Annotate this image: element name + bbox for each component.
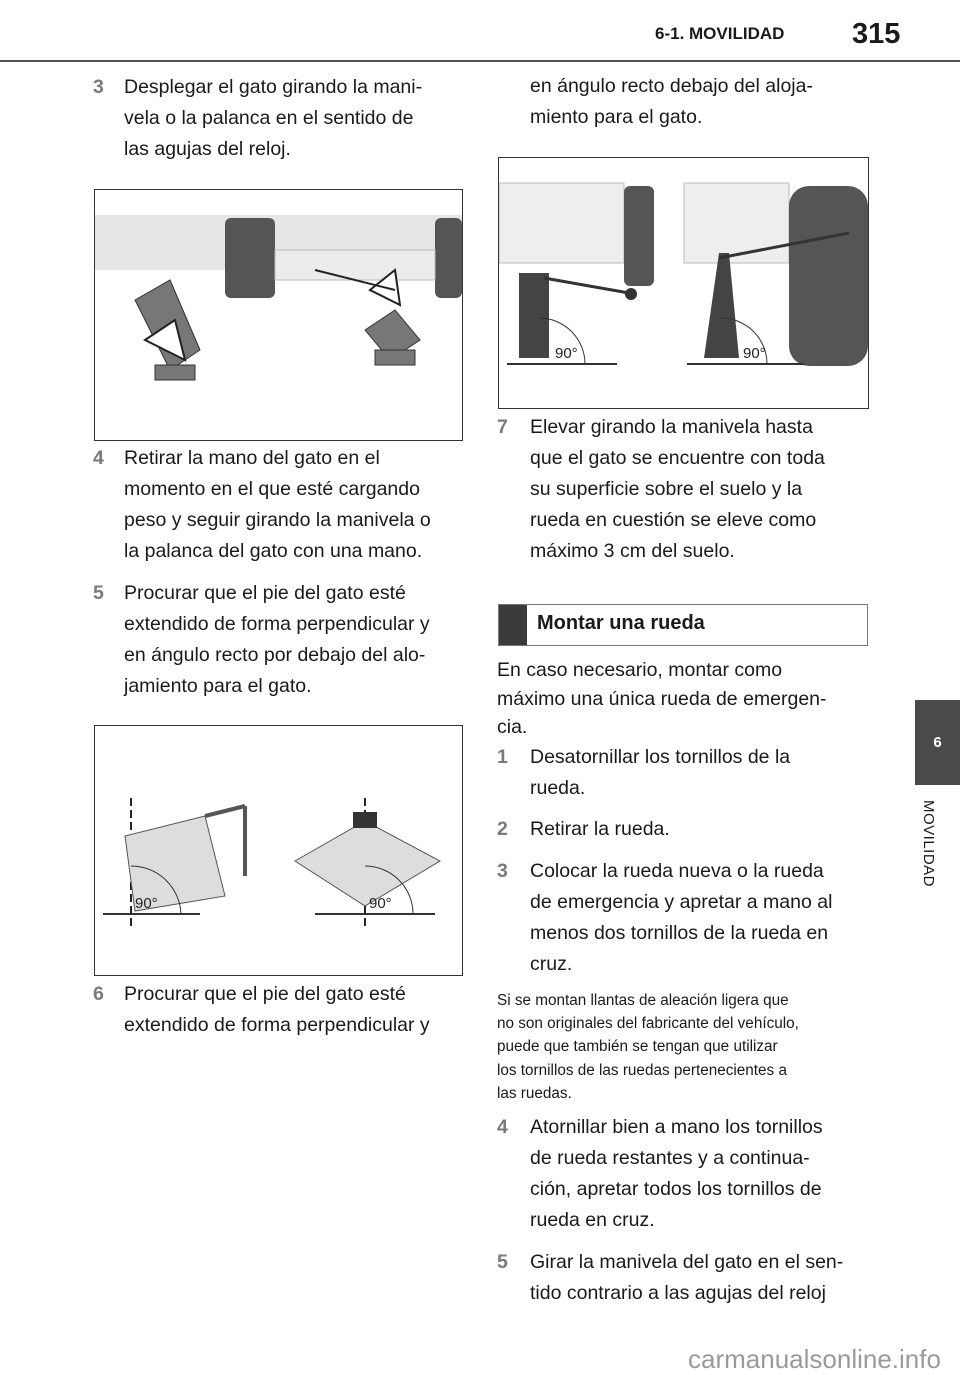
step-text: menos dos tornillos de la rueda en [530,922,829,944]
step-text: cruz. [530,953,573,975]
step-text: de emergencia y apretar a mano al [530,891,833,913]
step-number: 4 [497,1116,508,1138]
step-text: jamiento para el gato. [124,675,312,697]
step-text: la palanca del gato con una mano. [124,540,423,562]
step-text: en ángulo recto por debajo del alo- [124,644,426,666]
figure-jack-placement [498,157,869,409]
step-text: de rueda restantes y a continua- [530,1147,810,1169]
chapter-tab[interactable]: 6 [915,700,960,785]
section-heading-title: Montar una rueda [537,612,705,634]
step-text: que el gato se encuentre con toda [530,447,825,469]
wheel-step-4 [497,1112,867,1236]
section-header: 6-1. MOVILIDAD [655,24,785,43]
step-text: Procurar que el pie del gato esté [124,582,406,604]
step-text: Desplegar el gato girando la mani- [124,76,423,98]
step-number: 6 [93,983,104,1005]
step-text: Colocar la rueda nueva o la rueda [530,860,824,882]
step-text: rueda en cuestión se eleve como [530,509,817,531]
section-heading-bar [499,605,527,645]
step-text: su superficie sobre el suelo y la [530,478,803,500]
watermark: carmanualsonline.info [688,1344,941,1374]
step-text: vela o la palanca en el sentido de [124,107,414,129]
figure-jack-angle [94,725,463,976]
step-text: rueda en cruz. [530,1209,655,1231]
angle-label: 90° [135,895,158,912]
step-text: rueda. [530,777,586,799]
step-3 [93,72,463,165]
step-text: en ángulo recto debajo del aloja- [530,75,813,97]
step-number: 5 [93,582,104,604]
chapter-tab-label: MOVILIDAD [920,800,937,888]
step-number: 5 [497,1251,508,1273]
step-4 [93,443,463,567]
wheel-step-2 [497,814,867,845]
step-text: Desatornillar los tornillos de la [530,746,791,768]
step-text: Girar la manivela del gato en el sen- [530,1251,844,1273]
angle-label: 90° [369,895,392,912]
step-text: Retirar la rueda. [530,818,670,840]
page-number: 315 [852,18,901,50]
section-heading [498,604,868,646]
intro-paragraph: En caso necesario, montar como máximo una única rueda de emergen- cia. [497,659,827,738]
step-text: miento para el gato. [530,106,703,128]
step-text: extendido de forma perpendicular y [124,613,430,635]
step-text: tido contrario a las agujas del reloj [530,1282,826,1304]
header-rule [0,60,960,62]
step-number: 3 [497,860,508,882]
step-text: máximo 3 cm del suelo. [530,540,735,562]
step-7 [497,412,867,567]
step-text: Retirar la mano del gato en el [124,447,380,469]
wheel-step-1 [497,742,867,804]
wheel-step-5 [497,1247,867,1309]
step-number: 2 [497,818,508,840]
step-number: 7 [497,416,508,438]
step-text: momento en el que esté cargando [124,478,420,500]
step-text: Atornillar bien a mano los tornillos [530,1116,823,1138]
step-5 [93,578,463,702]
step-text: ción, apretar todos los tornillos de [530,1178,822,1200]
angle-label: 90° [555,345,578,362]
step-number: 1 [497,746,508,768]
step-6-continued [497,71,867,133]
step-text: las agujas del reloj. [124,138,291,160]
angle-label: 90° [743,345,766,362]
figure-jack-unfold [94,189,463,441]
step-number: 4 [93,447,104,469]
note-paragraph: Si se montan llantas de aleación ligera que no son originales del fabricante del vehículo, puede que también se tengan que utilizar los tornillos de las ruedas pertenecientes a las ruedas. [497,992,799,1102]
step-text: Procurar que el pie del gato esté [124,983,406,1005]
step-6 [93,979,463,1041]
step-text: Elevar girando la manivela hasta [530,416,813,438]
step-text: extendido de forma perpendicular y [124,1014,430,1036]
step-number: 3 [93,76,104,98]
step-text: peso y seguir girando la manivela o [124,509,431,531]
wheel-step-3 [497,856,867,980]
